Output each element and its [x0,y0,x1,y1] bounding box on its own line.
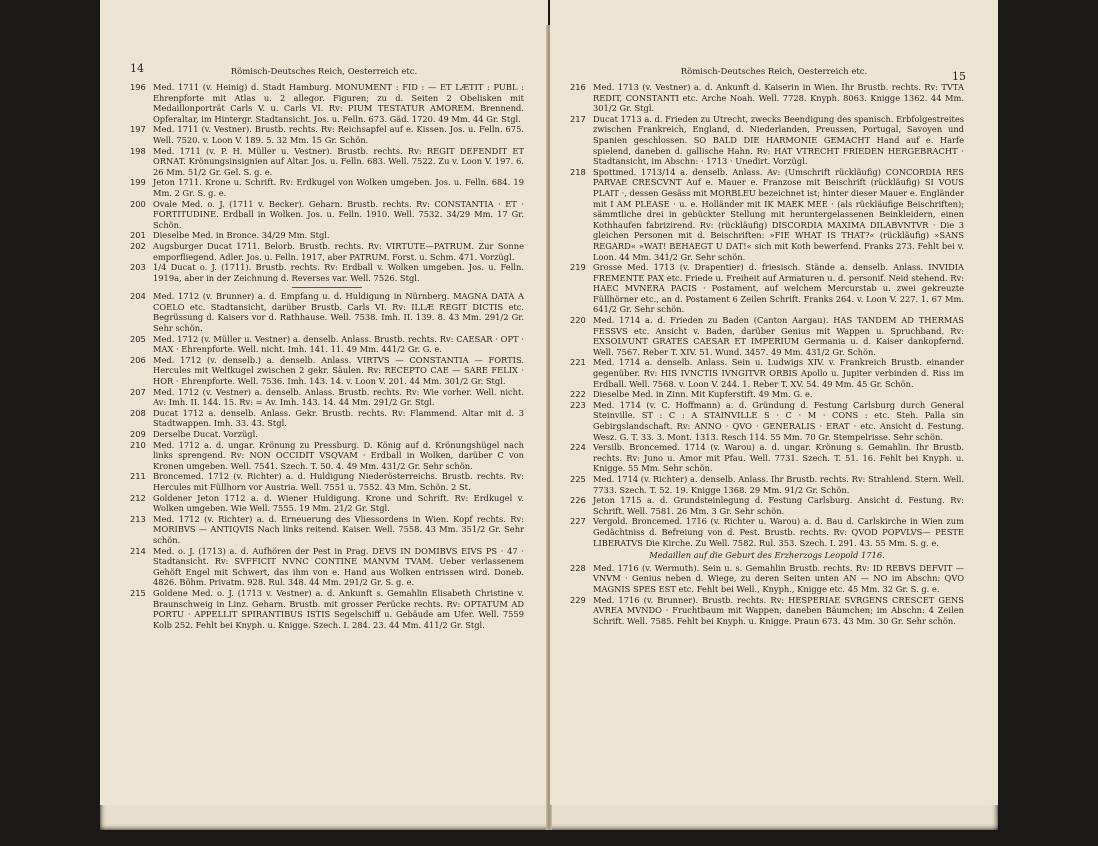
catalog-entry [570,442,964,474]
catalog-entry [570,389,964,400]
catalog-entry [130,199,524,231]
catalog-entry [130,291,524,333]
entry-text: Jeton 1711. Krone u. Schrift. Rv: Erdkugel von Wolken umgeben. Jos. u. Felln. 684. 19 Mm. 2 Gr. S. g. e. [153,177,524,198]
entry-text: Med. 1712 (v. denselb.) a. denselb. Anlass. VIRTVS — CONSTANTIA — FORTIS. Hercules mit Weltkugel zwischen 2 gekr. Säulen. Rv: RECEPTO CAE — SARE FELIX · HOR · Ehrenpforte. Well. 7536. Imh. 143. 14. v. Loon V. 201. 44 Mm. 301/2 Gr. Stgl. [153,354,524,387]
entry-number: 215 [130,587,146,598]
entry-number: 228 [570,562,586,573]
entry-number: 208 [130,407,146,418]
entry-number: 220 [570,315,586,326]
catalog-entry [570,262,964,315]
entry-text: Dieselbe Med. in Zinn. Mit Kupferstift. 49 Mm. G. e. [593,389,813,400]
entry-number: 223 [570,399,586,410]
entry-text: Med. 1711 (v. P. H. Müller u. Vestner). Brustb. rechts. Rv: REGIT DEFENDIT ET ORNAT. Krönungsinsignien auf Altar. Jos. u. Felln. 683. Well. 7522. Zu v. Loon V. 197. 6. 26 Mm. 51/2 Gr. Gel. S. g. e. [153,145,524,177]
catalog-entry [130,408,524,429]
entry-text: Med. 1716 (v. Wermuth). Sein u. s. Gemahlin Brustb. rechts. Rv: ID REBVS DEFVIT — VNVM · Genius neben d. Wiege, zu deren Seiten unten AN — NO im Abschn: QVO MAGNIS SPES EST etc. Fehlt bei Well., Knyph., Knigge etc. 45 Mm. 32 Gr. S. g. e. [593,562,964,594]
entry-text: Spottmed. 1713/14 a. denselb. Anlass. Av: (Umschrift rückläufig) CONCORDIA RES PARVAE CRESCVNT Auf e. Mauer e. Franzose mit Beischrift (rückläufig) SI VOUS PLAIT ·, dessen Gesäss mit MORBLEU bezeichnet ist; hinter dieser Mauer e. Engländer mit I AM PLEASE · u. e. Holländer mit IK MAEK MEE · (als rückläufige Beischriften); sämmtliche drei in gebückter Stellung mit heruntergelassenen Beinkleidern, einen Kothhaufen fabrizirend. Rv: (rückläufig) DISCORDIA MAXIMA DILABVNTVR · Die 3 gleichen Personen mit d. Beischriften: »FIE WHAT IS THAT?« (rückläufig) »SANS REGARD« »WAT! BEHAEGT U DAT!« sich mit Koth bewerfend. Franks 273. Fehlt bei v. Loon. 44 Mm. 341/2 Gr. Sehr schön. [593,166,964,262]
left-entries-a [130,82,524,283]
entry-number: 218 [570,166,586,177]
entry-text: Vergold. Broncemed. 1716 (v. Richter u. Warou) a. d. Bau d. Carlskirche in Wien zum Gedächtniss d. Befreiung von d. Pest. Brustb. rechts. Rv: QVOD POPVLVS— PESTE LIBERATVS Die Kirche. Zu Well. 7582. Rul. 353. Szech. I. 291. 43. 55 Mm. S. g. e. [593,516,964,548]
entry-text: Versilb. Broncemed. 1714 (v. Warou) a. d. ungar. Krönung s. Gemahlin. Ihr Brustb. rechts. Rv: Juno u. Amor mit Pfau. Well. 7731. Szech. T. 51. 16. Fehlt bei Knyph. u. Knigge. 55 Mm. Sehr schön. [593,442,964,474]
entry-number: 216 [570,82,586,92]
catalog-entry [570,474,964,495]
left-running-header: Römisch-Deutsches Reich, Oesterreich etc. [230,67,418,77]
entry-text: 1/4 Ducat o. J. (1711). Brustb. rechts. Rv: Erdball v. Wolken umgeben. Jos. u. Felln. 1919a, aber in der Zeichnung d. Reverses var. Well. 7526. Stgl. [153,262,524,283]
catalog-entry [130,262,524,283]
catalog-entry [130,440,524,472]
catalog-entry [570,82,964,114]
catalog-entry [570,516,964,548]
right-entries-a [570,82,964,548]
section-title: Medaillen auf die Geburt des Erzherzogs Leopold 1716. [649,550,885,561]
entry-text: Ducat 1713 a. d. Frieden zu Utrecht, zwecks Beendigung des spanisch. Erbfolgestreites zwischen Frankreich, England, d. Niederlanden, Preussen, Portugal, Savoyen und Spanien geschlossen. SO BALD DIE HARMONIE GEMACHT Hand auf e. Harfe spielend, daneben d. gallische Hahn. Rv: HAT VTRECHT FRIEDEN HERGEBRACHT · Stadtansicht, im Abschn: · 1713 · Unedirt. Vorzügl. [593,113,964,167]
catalog-entry [570,357,964,389]
entry-number: 204 [130,291,146,302]
entry-number: 205 [130,333,146,344]
left-page-number: 14 [130,62,144,75]
entry-text: Goldene Med. o. J. (1713 v. Vestner) a. d. Ankunft s. Gemahlin Elisabeth Christine v. Braunschweig in Linz. Geharn. Brustb. mit grosser Perücke rechts. Rv: OPTATUM AD PORTU · APPELLIT SPIRANTIBUS ISTIS Segelschiff u. Gebäude am Ufer. Well. 7559 Kolb 252. Fehlt bei Knyph. u. Knigge. Szech. I. 284. 23. 44 Mm. 411/2 Gr. Stgl. [153,587,524,630]
catalog-entry [570,595,964,627]
entry-number: 199 [130,177,146,188]
right-entries-b [570,563,964,627]
entry-text: Med. 1712 (v. Brunner) a. d. Empfang u. d. Huldigung in Nürnberg. MAGNA DATA A COELO etc. Stadtansicht, darüber Brustb. Carls VI. Rv: ILLÆ REGIT DICTIS etc. Begrüssung d. Kaisers vor d. Rathhause. Well. 7538. Imh. II. 139. 8. 43 Mm. 291/2 Gr. Sehr schön. [153,291,524,334]
entry-number: 214 [130,545,146,556]
left-column [130,82,524,630]
catalog-entry [570,315,964,357]
entry-text: Med. 1714 a. d. Frieden zu Baden (Canton Aargau). HAS TANDEM AD THERMAS FESSVS etc. Ansicht v. Baden, darüber Genius mit Wappen u. Spruchband. Rv: EXSOLVUNT GRATES CAESAR ET IMPERIUM Germania u. d. Kaiser dankopfernd. Well. 7567. Reber T. XIV. 51. Wund. 3457. 49 Mm. 431/2 Gr. Schön. [593,315,964,357]
catalog-entry [570,563,964,595]
entry-text: Jeton 1715 a. d. Grundsteinlegung d. Festung Carlsburg. Ansicht d. Festung. Rv: Schrift. Well. 7581. 26 Mm. 3 Gr. Sehr schön. [593,495,964,516]
entry-text: Med. 1714 (v. C. Hoffmann) a. d. Gründung d. Festung Carlsburg durch General Steinville. ST : C : A STAINVILLE S · C · M · CONS : etc. Steh. Palla sin Gebirgslandschaft. Rv: ANNO · QVO · GENERALIS · ERAT · etc. Ansicht d. Festung. Wesz. G. T. 33. 3. Mont. 1313. Resch 114. 55 Mm. 70 Gr. Stempelrisse. Sehr schön. [593,399,964,442]
entry-text: Med. 1712 (v. Richter) a. d. Erneuerung des Vliessordens in Wien. Kopf rechts. Rv: MORIBVS — ANTIQVIS Nach links reitend. Kaiser. Well. 7558. 43 Mm. 351/2 Gr. Sehr schön. [153,513,524,545]
catalog-entry [570,114,964,167]
entry-text: Grosse Med. 1713 (v. Drapentier) d. friesisch. Stände a. denselb. Anlass. INVIDIA FREMENTE PAX etc. Friede u. Freiheit auf Armaturen u. d. personif. Neid stehend. Rv: HAEC MVNERA PACIS · Postament, auf welchem Mercurstab u. zwei gekreuzte Füllhörner etc., an d. Postament 6 Zeilen Schrift. Franks 264. v. Loon V. 227. 1. 67 Mm. 641/2 Gr. Sehr schön. [593,262,964,315]
entry-number: 222 [570,389,586,400]
entry-number: 210 [130,439,146,450]
entry-text: Med. 1711 (v. Vestner). Brustb. rechts. Rv: Reichsapfel auf e. Kissen. Jos. u. Felln. 675. Well. 7520. v. Loon V. 189. 5. 32 Mm. 15 Gr. Schön. [153,124,524,145]
entry-text: Med. 1716 (v. Brunner). Brustb. rechts. Rv: HESPERIAE SVRGENS CRESCET GENS AVREA MVNDO · Fruchtbaum mit Wappen, daneben Bäumchen; im Abschn: 4 Zeilen Schrift. Well. 7585. Fehlt bei Knyph. u. Knigge. Praun 673. 43 Mm. 30 Gr. Sehr schön. [593,594,964,626]
entry-number: 224 [570,442,586,453]
entry-text: Med. 1712 a. d. ungar. Krönung zu Pressburg. D. König auf d. Krönungshügel nach links sprengend. Rv: NON OCCIDIT VSQVAM · Erdball in Wolken, darüber C von Kronen umgeben. Well. 7541. Szech. T. 50. 4. 49 Mm. 431/2 Gr. Sehr schön. [153,439,524,471]
entry-number: 229 [570,594,586,605]
catalog-entry [130,493,524,514]
entry-text: Dieselbe Med. in Bronce. 34/29 Mm. Stgl. [153,230,330,241]
entry-number: 213 [130,513,146,524]
entry-number: 212 [130,492,146,503]
entry-text: Med. 1713 (v. Vestner) a. d. Ankunft d. Kaiserin in Wien. Ihr Brustb. rechts. Rv: TVTA REDIT, CONSTANTI etc. Arche Noah. Well. 7728. Knyph. 8063. Knigge 1362. 44 Mm. 301/2 Gr. Stgl. [593,82,964,114]
entry-number: 198 [130,145,146,156]
entry-text: Med. 1711 (v. Heinig) d. Stadt Hamburg. MONUMENT : FID : — ET LÆTIT : PUBL : Ehrenpforte mit Atlas u. 2 allegor. Figuren; zu d. Seiten 2 Obelisken mit Medaillonporträt Carls V. u. Carls VI. Rv: PIUM TESTATUR AMOREM. Brennend. Opferaltar, im Hintergr. Stadtansicht. Jos. u. Felln. 673. Gäd. 1720. 49 Mm. 44 Gr. Stgl. [153,82,524,124]
catalog-entry [130,429,524,440]
catalog-entry [130,82,524,124]
entry-text: Med. 1714 a. denselb. Anlass. Sein u. Ludwigs XIV. v. Frankreich Brustb. einander gegenüber. Rv: HIS IVNCTIS IVNGITVR ORBIS Apollo u. Jupiter verbinden d. Riss im Erdball. Well. 7568. v. Loon V. 244. 1. Reber T. XV. 54. 49 Mm. 45 Gr. Schön. [593,357,964,389]
entry-text: Med. 1712 (v. Vestner) a. denselb. Anlass. Brustb. rechts. Rv: Wie vorher. Well. nicht. Av: Imh. II. 144. 15. Rv: = Av. Imh. 143. 14. 44 Mm. 291/2 Gr. Stgl. [153,386,524,408]
entry-text: Ovale Med. o. J. (1711 v. Becker). Geharn. Brustb. rechts. Rv: CONSTANTIA · ET · FORTITUDINE. Erdball in Wolken. Jos. u. Felln. 1910. Well. 7532. 34/29 Mm. 17 Gr. Schön. [153,198,524,230]
catalog-entry [130,546,524,588]
entry-text: Broncemed. 1712 (v. Richter) a. d. Huldigung Niederösterreichs. Brustb. rechts. Rv: Hercules mit Füllhorn vor Austria. Well. 7551 u. 7552. 43 Mm. Schön. 2 St. [153,471,524,492]
catalog-entry [130,355,524,387]
entry-number: 226 [570,495,586,506]
catalog-entry [130,241,524,262]
entry-number: 197 [130,124,146,135]
entry-number: 211 [130,471,146,482]
right-column [570,82,964,626]
entry-text: Ducat 1712 a. denselb. Anlass. Gekr. Brustb. rechts. Rv: Flammend. Altar mit d. 3 Stadtwappen. Imh. 33. 43. Stgl. [153,407,524,429]
entry-number: 227 [570,516,586,527]
catalog-entry [570,495,964,516]
entry-text: Goldener Jeton 1712 a. d. Wiener Huldigung. Krone und Schrift. Rv: Erdkugel v. Wolken umgeben. Wie Well. 7555. 19 Mm. 21/2 Gr. Stgl. [153,492,524,514]
entry-number: 203 [130,262,146,273]
right-page-number: 15 [952,70,966,83]
entry-number: 206 [130,354,146,365]
catalog-entry [130,387,524,408]
catalog-entry [130,334,524,355]
entry-number: 196 [130,82,146,92]
right-running-header: Römisch-Deutsches Reich, Oesterreich etc. [680,67,868,77]
entry-text: Med. 1714 (v. Richter) a. denselb. Anlass. Ihr Brustb. rechts. Rv: Strahlend. Stern. Well. 7733. Szech. T. 52. 19. Knigge 1368. 29 Mm. 91/2 Gr. Schön. [593,473,964,495]
section-divider [292,287,362,288]
entry-text: Augsburger Ducat 1711. Belorb. Brustb. rechts. Rv: VIRTUTE—PATRUM. Zur Sonne emporfliegend. Adler. Jos. u. Felln. 1917, aber PATRUM. Forst. u. Schm. 471. Vorzügl. [153,240,524,262]
catalog-entry [570,400,964,442]
entry-number: 202 [130,240,146,251]
entry-text: Derselbe Ducat. Vorzügl. [153,429,258,439]
left-page [100,0,548,805]
catalog-entry [130,230,524,241]
entry-number: 201 [130,230,146,241]
entry-text: Med. 1712 (v. Müller u. Vestner) a. denselb. Anlass. Brustb. rechts. Rv: CAESAR · OPT · MAX · Ehrenpforte. Well. nicht. Imh. 141. 11. 49 Mm. 441/2 Gr. G. e. [153,333,524,355]
catalog-entry [130,124,524,145]
entry-number: 225 [570,473,586,484]
catalog-entry [130,588,524,630]
right-page [550,0,998,805]
left-entries-b [130,291,524,630]
entry-number: 207 [130,386,146,397]
catalog-entry [130,471,524,492]
entry-number: 221 [570,357,586,368]
catalog-entry [570,167,964,262]
entry-number: 200 [130,198,146,209]
entry-number: 209 [130,429,146,439]
catalog-entry [130,514,524,546]
entry-text: Med. o. J. (1713) a. d. Aufhören der Pest in Prag. DEVS IN DOMIBVS EIVS PS · 47 · Stadtansicht. Rv: SVFFICIT NVNC CONTINE MANVM TVAM. Ueber verlassenem Gehöft Engel mit Schwert, das ihm von e. Hand aus Wolken entrissen wird. Doneb. 4826. Böhm. Privatm. 928. Rul. 348. 44 Mm. 291/2 Gr. S. g. e. [153,545,524,588]
catalog-entry [130,177,524,198]
catalog-entry [130,146,524,178]
entry-number: 219 [570,262,586,273]
entry-number: 217 [570,113,586,124]
